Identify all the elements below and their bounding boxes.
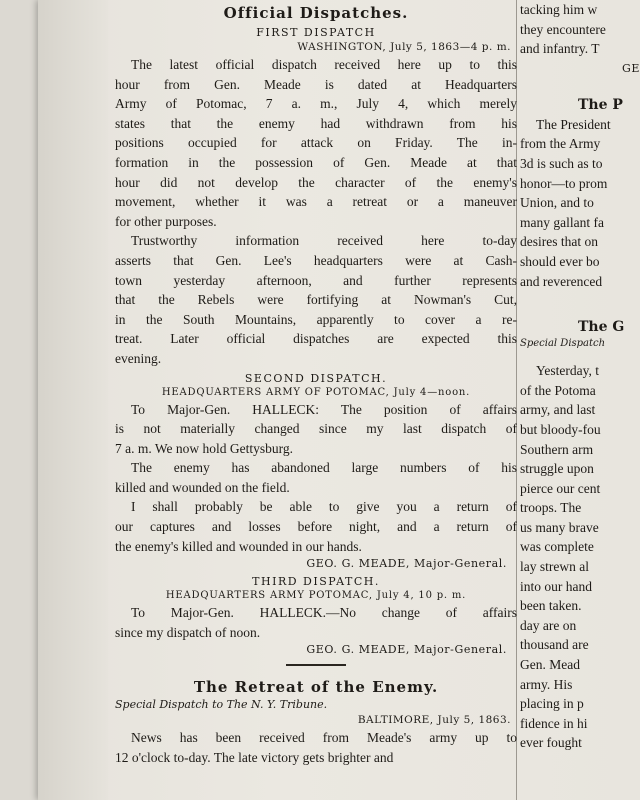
text-line: 3d is such as to	[520, 155, 603, 171]
right-special-dispatch: Special Dispatch	[520, 338, 606, 350]
column-official-dispatches	[115, 0, 517, 768]
right-signature: GE	[621, 61, 640, 75]
text-line: us many brave	[520, 519, 599, 535]
text-line: of the Potoma	[520, 382, 596, 398]
retreat-paragraph	[115, 728, 517, 767]
text-line: army. His	[520, 676, 573, 692]
third-dispatch-heading: THIRD DISPATCH.	[252, 575, 380, 589]
retreat-special-dispatch: Special Dispatch to The N. Y. Tribune.	[115, 698, 328, 712]
text-line: many gallant fa	[520, 214, 604, 230]
text-line: The President	[536, 116, 611, 132]
retreat-dateline: BALTIMORE, July 5, 1863.	[357, 714, 511, 727]
text-line: in the South Mountains, apparently to cover a re-	[115, 311, 517, 327]
second-dispatch-paragraph-2	[115, 458, 517, 497]
page-fold-shadow	[38, 0, 108, 800]
text-line: thousand are	[520, 637, 589, 653]
text-line: from the Army	[520, 136, 601, 152]
text-line: The enemy has abandoned large numbers of his	[131, 460, 517, 476]
text-line: states that the enemy had withdrawn from his	[115, 115, 517, 131]
text-line: To Major-Gen. HALLECK: The position of affairs	[131, 401, 517, 417]
text-line: I shall probably be able to give you a return of	[131, 499, 517, 515]
text-line: asserts that Gen. Lee's headquarters were at Cash-	[115, 252, 517, 268]
text-line: 12 o'clock to-day. The late victory gets brighter and	[115, 750, 394, 766]
text-line: killed and wounded on the field.	[115, 479, 290, 495]
text-line: for other purposes.	[115, 213, 217, 229]
text-line: Army of Potomac, 7 a. m., July 4, which merely	[115, 96, 517, 112]
text-line: and infantry. T	[520, 41, 600, 57]
second-dispatch-paragraph-1	[115, 400, 517, 459]
text-line: desires that on	[520, 234, 598, 250]
right-heading-president: The P	[578, 96, 623, 113]
text-line: fidence in hi	[520, 715, 588, 731]
text-line: ever fought	[520, 735, 582, 751]
third-dispatch-dateline: HEADQUARTERS ARMY POTOMAC, July 4, 10 p. m.	[165, 590, 467, 602]
column-right-cropped	[520, 0, 640, 753]
text-line: lay strewn al	[520, 559, 589, 575]
text-line: since my dispatch of noon.	[115, 624, 261, 640]
text-line: Yesterday, t	[536, 363, 599, 379]
text-line: evening.	[115, 350, 162, 366]
third-dispatch-paragraph	[115, 603, 517, 642]
text-line: army, and last	[520, 402, 596, 418]
text-line: been taken.	[520, 598, 582, 614]
retreat-title: The Retreat of the Enemy.	[193, 678, 439, 697]
text-line: that the Rebels were fortifying at Nowman's Cut,	[115, 292, 517, 308]
text-line: News has been received from Meade's army up to	[131, 730, 517, 746]
text-line: town yesterday afternoon, and further represents	[115, 272, 517, 288]
text-line: is not materially changed since my last dispatch of	[115, 421, 517, 437]
text-line: treat. Later official dispatches are expected this	[115, 331, 517, 347]
text-line: movement, whether it was a retreat or a maneuver	[115, 194, 517, 210]
right-heading-g: The G	[578, 319, 625, 336]
text-line: placing in p	[520, 696, 584, 712]
second-dispatch-paragraph-3	[115, 497, 517, 556]
text-line: formation in the possession of Gen. Meade at that	[115, 154, 517, 170]
text-line: the enemy's killed and wounded in our hands.	[115, 538, 362, 554]
right-column-fragment-c	[520, 361, 640, 753]
signature-meade-1: GEO. G. MEADE, Major-General.	[306, 557, 507, 571]
right-column-fragment-b	[520, 115, 640, 291]
first-dispatch-paragraph-1	[115, 55, 517, 231]
text-line: into our hand	[520, 578, 592, 594]
text-line: they encountere	[520, 21, 606, 37]
section-divider	[286, 664, 346, 666]
text-line: honor—to prom	[520, 175, 608, 191]
section-title: Official Dispatches.	[223, 4, 409, 22]
second-dispatch-heading: SECOND DISPATCH.	[244, 371, 388, 385]
text-line: 7 a. m. We now hold Gettysburg.	[115, 440, 294, 456]
text-line: but bloody-fou	[520, 421, 601, 437]
first-dispatch-paragraph-2	[115, 231, 517, 368]
text-line: positions occupied for attack on Friday. The in-	[115, 135, 517, 151]
first-dispatch-dateline: WASHINGTON, July 5, 1863—4 p. m.	[297, 41, 511, 53]
text-line: should ever bo	[520, 253, 600, 269]
text-line: day are on	[520, 617, 577, 633]
text-line: pierce our cent	[520, 480, 601, 496]
text-line: struggle upon	[520, 461, 594, 477]
text-line: Union, and to	[520, 195, 594, 211]
text-line: troops. The	[520, 500, 582, 516]
text-line: hour from Gen. Meade is dated at Headquarters	[115, 76, 517, 92]
signature-meade-2: GEO. G. MEADE, Major-General.	[306, 643, 507, 657]
text-line: and reverenced	[520, 273, 603, 289]
text-line: was complete	[520, 539, 594, 555]
right-column-fragment-a	[520, 0, 640, 59]
text-line: Southern arm	[520, 441, 594, 457]
text-line: tacking him w	[520, 2, 598, 17]
text-line: our captures and losses before night, and a return of	[115, 519, 517, 535]
text-line: The latest official dispatch received here up to this	[131, 57, 517, 72]
second-dispatch-dateline: HEADQUARTERS ARMY OF POTOMAC, July 4—noon.	[161, 386, 471, 398]
text-line: Gen. Mead	[520, 657, 580, 673]
text-line: Trustworthy information received here to-day	[131, 233, 517, 249]
text-line: To Major-Gen. HALLECK.—No change of affairs	[131, 605, 517, 621]
first-dispatch-heading: FIRST DISPATCH	[256, 26, 376, 39]
text-line: hour did not develop the character of the enemy's	[115, 174, 517, 190]
